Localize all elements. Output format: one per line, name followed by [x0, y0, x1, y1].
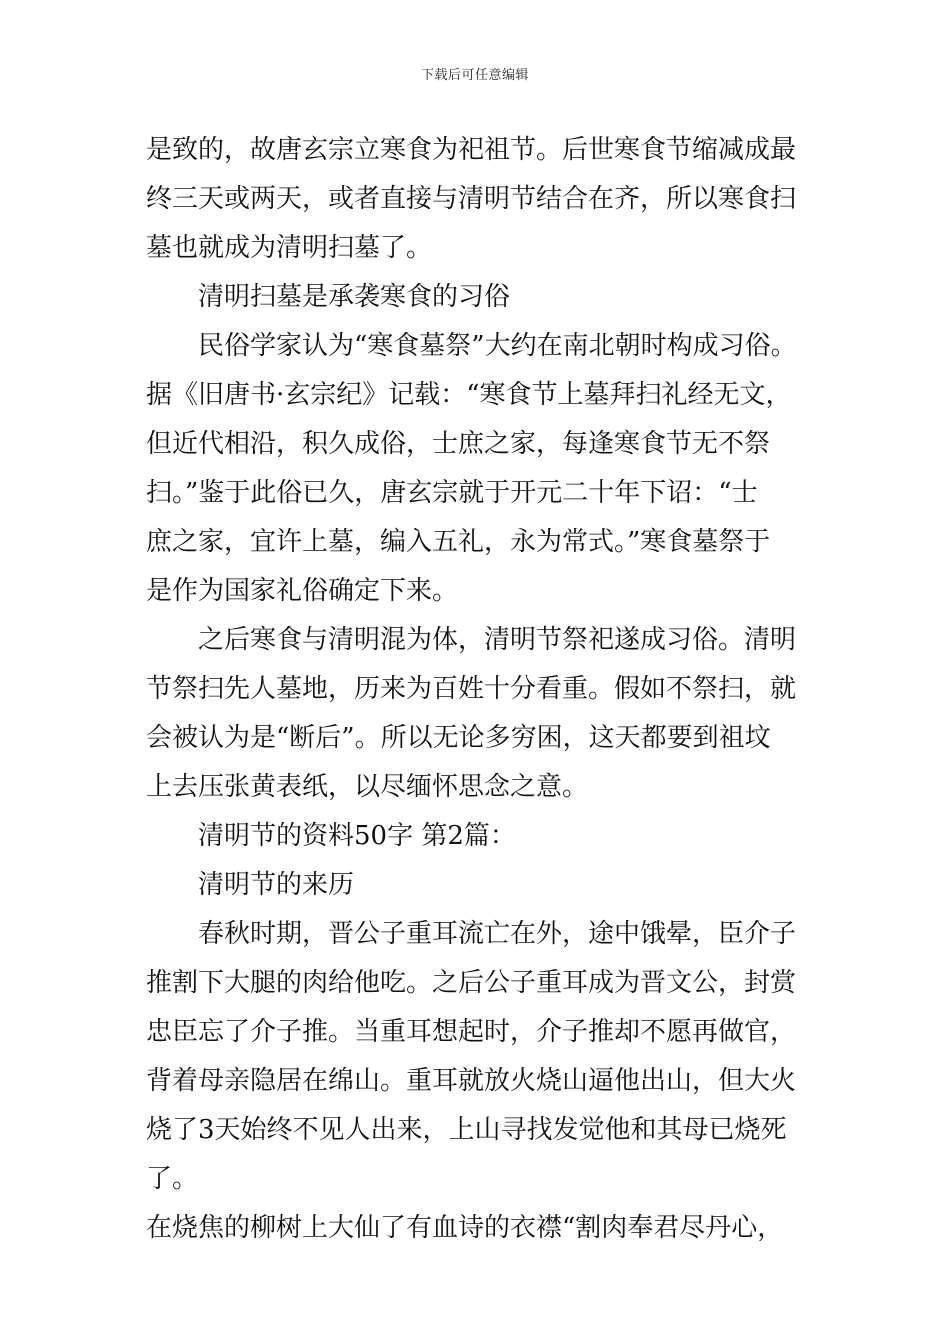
text-line: 墓也就成为清明扫墓了。 [146, 233, 433, 263]
text-line: 扫。”鉴于此俗已久，唐玄宗就于开元二十年下诏：“士 [146, 478, 758, 508]
text-line: 春秋时期，晋公子重耳流亡在外，途中饿晕，臣介子 [198, 919, 797, 949]
text-line: 庶之家，宜许上墓，编入五礼，永为常式。”寒食墓祭于 [146, 527, 771, 557]
text-line: 是致的，故唐玄宗立寒食为祀祖节。后世寒食节缩减成最 [146, 135, 797, 165]
text-line: 忠臣忘了介子推。当重耳想起时，介子推却不愿再做官， [146, 1017, 797, 1047]
text-line: 推割下大腿的肉给他吃。之后公子重耳成为晋文公，封赏 [146, 968, 797, 998]
text-line: 是作为国家礼俗确定下来。 [146, 576, 459, 606]
document-body [146, 126, 826, 1253]
text-line: 据《旧唐书·玄宗纪》记载：“寒食节上墓拜扫礼经无文， [146, 380, 792, 410]
section-heading: 清明节的资料50字 第2篇： [198, 821, 516, 851]
text-line: 节祭扫先人墓地，历来为百姓十分看重。假如不祭扫，就 [146, 674, 797, 704]
text-line: 民俗学家认为“寒食墓祭”大约在南北朝时构成习俗。 [198, 331, 797, 361]
text-line: 会被认为是“断后”。所以无论多穷困，这天都要到祖坟 [146, 723, 771, 753]
section-heading: 清明节的来历 [198, 870, 355, 900]
text-line: 烧了3天始终不见人出来，上山寻找发觉他和其母已烧死了。 [146, 1115, 787, 1194]
page-header: 下载后可任意编辑 [420, 68, 529, 83]
text-line: 在烧焦的柳树上大仙了有血诗的衣襟“割肉奉君尽丹心， [146, 1213, 784, 1243]
section-heading: 清明扫墓是承袭寒食的习俗 [198, 282, 511, 312]
text-line: 终三天或两天，或者直接与清明节结合在齐，所以寒食扫 [146, 184, 797, 214]
text-line: 之后寒食与清明混为体，清明节祭祀遂成习俗。清明 [198, 625, 797, 655]
text-line: 但近代相沿，积久成俗，士庶之家，每逢寒食节无不祭 [146, 429, 771, 459]
text-line: 上去压张黄表纸，以尽缅怀思念之意。 [146, 772, 589, 802]
text-line: 背着母亲隐居在绵山。重耳就放火烧山逼他出山，但大火 [146, 1066, 797, 1096]
